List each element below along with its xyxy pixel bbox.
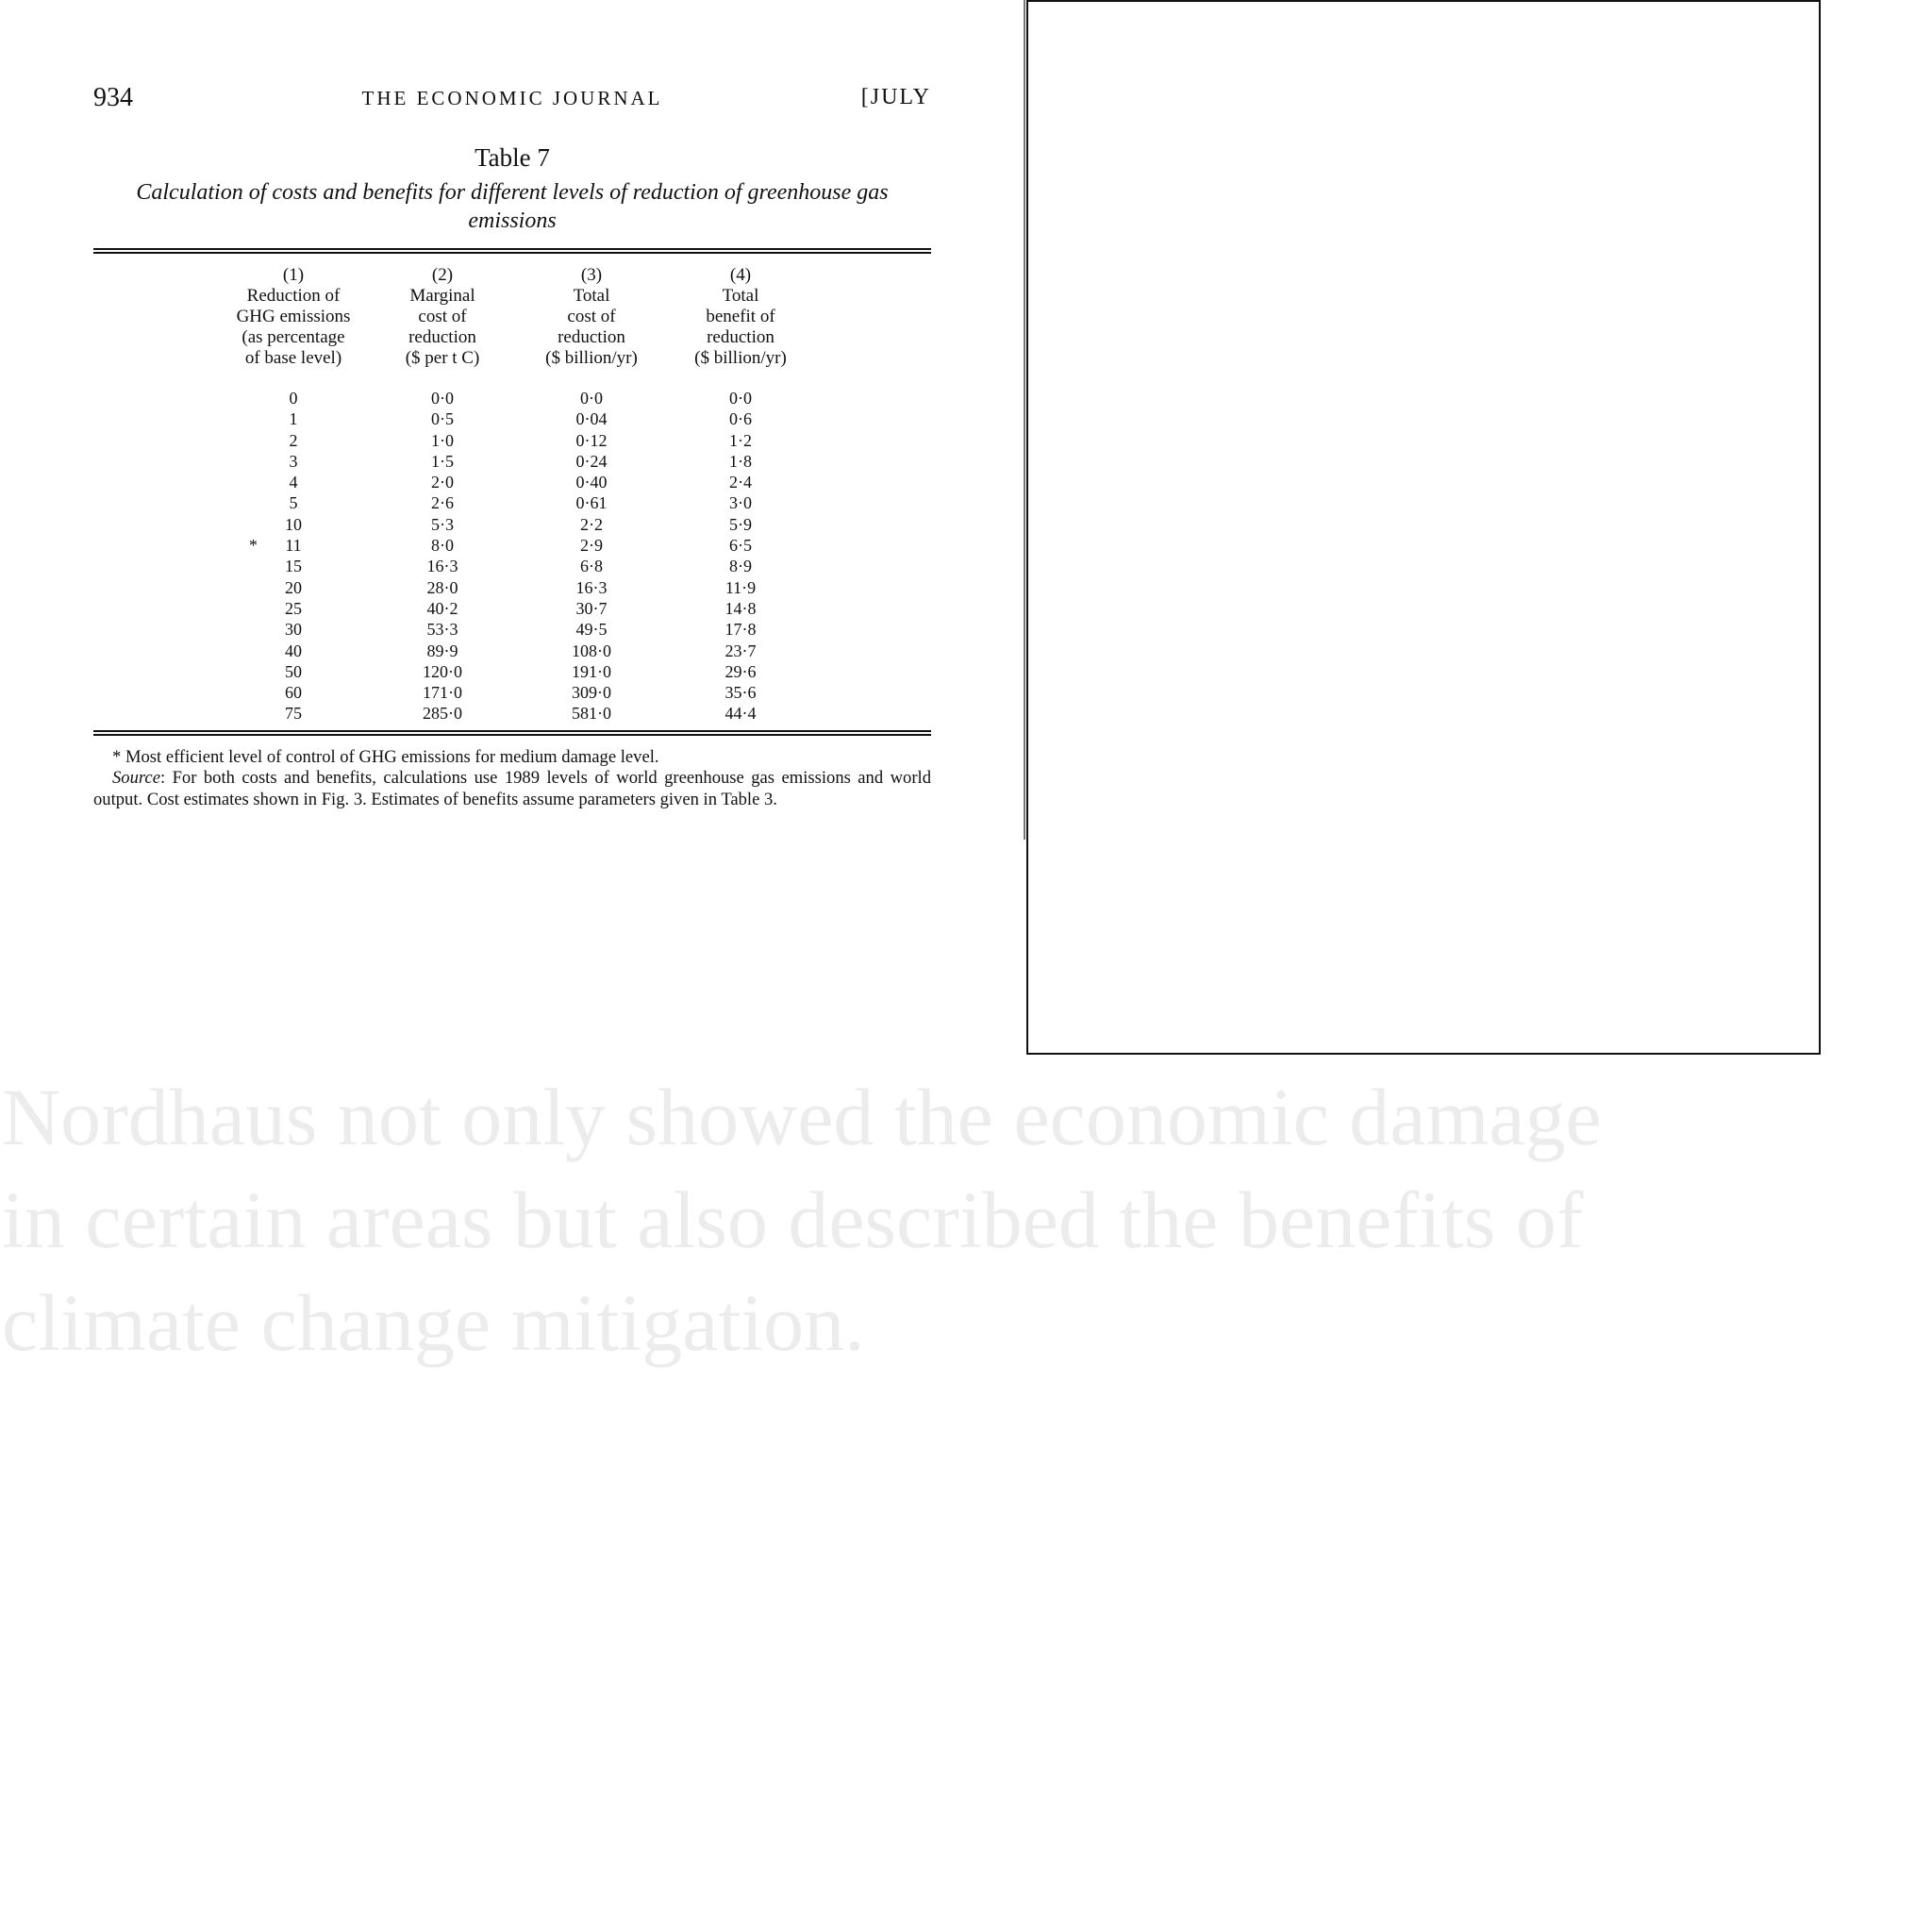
cell-value: 14·8 <box>724 598 757 618</box>
table-row <box>219 641 815 661</box>
cell-value: 40 <box>285 641 302 660</box>
cell-value: 23·7 <box>724 641 757 660</box>
cell-value: 1 <box>289 409 298 429</box>
table-cell-total-benefit <box>666 514 815 535</box>
cell-value: 0·04 <box>575 409 608 429</box>
table-cell-total-benefit <box>666 376 815 408</box>
table-cell-marginal-cost <box>368 408 517 429</box>
cell-value: 44·4 <box>724 704 757 724</box>
cell-value: 0·40 <box>575 473 608 492</box>
cell-value: 0·0 <box>729 389 752 408</box>
table-cell-total-cost <box>517 556 666 576</box>
table-row <box>219 577 815 598</box>
table-cell-total-cost <box>517 661 666 682</box>
cell-value: 1·0 <box>431 430 454 450</box>
table-cell-total-benefit <box>666 408 815 429</box>
cell-value: 171·0 <box>423 683 462 703</box>
cell-value: 11 <box>285 536 302 556</box>
cell-value: 49·5 <box>575 620 608 640</box>
table-cell-total-cost <box>517 472 666 492</box>
column-header-total-cost: (3) Total cost of reduction ($ billion/yr) <box>545 265 638 368</box>
table-cell-total-benefit <box>666 492 815 513</box>
cell-value: 6·8 <box>580 557 603 576</box>
table-cell-reduction <box>219 535 368 556</box>
table-cell-marginal-cost <box>368 619 517 640</box>
cell-value: 2 <box>289 430 298 450</box>
table-cell-marginal-cost <box>368 430 517 451</box>
cell-value: 0·61 <box>575 493 608 513</box>
empty-figure-frame <box>1026 0 1821 1055</box>
table-row <box>219 472 815 492</box>
table-cell-reduction <box>219 641 368 661</box>
table-cell-total-benefit <box>666 661 815 682</box>
cell-value: 15 <box>285 557 302 576</box>
table-row <box>219 535 815 556</box>
cell-value: 40·2 <box>426 598 458 618</box>
table-cell-reduction <box>219 661 368 682</box>
cell-value: 10 <box>285 514 302 534</box>
cell-value: 1·8 <box>729 451 752 471</box>
table-cell-total-cost <box>517 598 666 619</box>
cell-value: 2·6 <box>431 493 454 513</box>
cell-value: 285·0 <box>423 704 462 724</box>
table-bottom-rule <box>93 730 931 736</box>
cell-value: 1·5 <box>431 451 454 471</box>
table-cell-marginal-cost <box>368 641 517 661</box>
table-cell-marginal-cost <box>368 577 517 598</box>
table-cell-total-benefit <box>666 619 815 640</box>
table-row <box>219 376 815 408</box>
cell-value: 4 <box>289 473 298 492</box>
cell-value: 29·6 <box>724 661 757 681</box>
cell-value: 2·9 <box>580 536 603 556</box>
table-cell-marginal-cost <box>368 472 517 492</box>
source-note <box>93 768 931 810</box>
table-cell-reduction <box>219 703 368 729</box>
table-cell-total-benefit <box>666 451 815 472</box>
page-number: 934 <box>93 83 133 112</box>
table-cell-reduction <box>219 514 368 535</box>
table-row <box>219 451 815 472</box>
table-cell-reduction <box>219 376 368 408</box>
table-cell-total-cost <box>517 430 666 451</box>
cell-value: 3·0 <box>729 493 752 513</box>
table-cell-reduction <box>219 451 368 472</box>
table-cell-marginal-cost <box>368 451 517 472</box>
table-cell-reduction <box>219 598 368 619</box>
table-cell-total-benefit <box>666 682 815 703</box>
table-cell-marginal-cost <box>368 703 517 729</box>
cell-value: 2·2 <box>580 514 603 534</box>
table-header-row <box>219 254 815 376</box>
cell-value: 16·3 <box>575 577 608 597</box>
table-cell-total-benefit <box>666 556 815 576</box>
table-row <box>219 682 815 703</box>
cell-value: 16·3 <box>426 557 458 576</box>
cell-value: 17·8 <box>724 620 757 640</box>
table-row <box>219 430 815 451</box>
efficient-level-marker: * <box>249 536 258 556</box>
cell-value: 5 <box>289 493 298 513</box>
table-cell-total-benefit <box>666 703 815 729</box>
table-cell-reduction <box>219 682 368 703</box>
cell-value: 108·0 <box>572 641 611 660</box>
cell-value: 1·2 <box>729 430 752 450</box>
cell-value: 120·0 <box>423 661 462 681</box>
table-cell-total-cost <box>517 408 666 429</box>
source-label: Source <box>112 768 160 789</box>
source-text: : For both costs and benefits, calculations use 1989 levels of world greenhouse gas emissions and world output. Cost estimates shown in Fig. 3. Estimates of benefits assume parameters given in Table 3. <box>93 768 931 809</box>
table-cell-total-cost <box>517 492 666 513</box>
table-row <box>219 408 815 429</box>
table-cell-marginal-cost <box>368 514 517 535</box>
cell-value: 581·0 <box>572 704 611 724</box>
cell-value: 5·3 <box>431 514 454 534</box>
table-cell-marginal-cost <box>368 556 517 576</box>
cell-value: 0·5 <box>431 409 454 429</box>
cell-value: 2·4 <box>729 473 752 492</box>
cell-value: 25 <box>285 598 302 618</box>
cell-value: 30·7 <box>575 598 608 618</box>
table-cell-reduction <box>219 492 368 513</box>
cell-value: 5·9 <box>729 514 752 534</box>
cell-value: 3 <box>289 451 298 471</box>
cell-value: 8·9 <box>729 557 752 576</box>
overlay-caption: Nordhaus not only showed the economic damage in certain areas but also described the benefits of climate change mitigation. <box>2 1072 1602 1368</box>
running-head <box>93 83 931 121</box>
table-cell-total-benefit <box>666 641 815 661</box>
table-row <box>219 703 815 729</box>
table-cell-total-benefit <box>666 535 815 556</box>
cell-value: 309·0 <box>572 683 611 703</box>
table-cell-reduction <box>219 619 368 640</box>
table-cell-total-benefit <box>666 430 815 451</box>
table-row <box>219 556 815 576</box>
cell-value: 20 <box>285 577 302 597</box>
table-cell-total-cost <box>517 376 666 408</box>
table-body <box>219 376 815 730</box>
table-cell-reduction <box>219 430 368 451</box>
cell-value: 60 <box>285 683 302 703</box>
cell-value: 0 <box>289 389 298 408</box>
table-cell-total-benefit <box>666 577 815 598</box>
cell-value: 53·3 <box>426 620 458 640</box>
column-header-total-benefit: (4) Total benefit of reduction ($ billion/yr) <box>694 265 787 368</box>
cell-value: 89·9 <box>426 641 458 660</box>
issue-month: [JULY <box>860 85 931 109</box>
table-cell-reduction <box>219 556 368 576</box>
table-cell-total-cost <box>517 703 666 729</box>
table-row <box>219 619 815 640</box>
table-cell-marginal-cost <box>368 376 517 408</box>
table-cell-total-cost <box>517 514 666 535</box>
table-row <box>219 492 815 513</box>
table-cell-total-benefit <box>666 598 815 619</box>
table-notes <box>93 747 931 811</box>
column-header-marginal-cost: (2) Marginal cost of reduction ($ per t C) <box>405 265 480 368</box>
cost-benefit-table <box>219 254 815 730</box>
cell-value: 8·0 <box>431 536 454 556</box>
cell-value: 6·5 <box>729 536 752 556</box>
scan-edge-line <box>1024 0 1025 840</box>
table-cell-reduction <box>219 472 368 492</box>
table-cell-total-cost <box>517 619 666 640</box>
cell-value: 0·12 <box>575 430 608 450</box>
table-row <box>219 598 815 619</box>
table-cell-total-benefit <box>666 472 815 492</box>
table-cell-marginal-cost <box>368 682 517 703</box>
cell-value: 50 <box>285 661 302 681</box>
column-header-reduction: (1) Reduction of GHG emissions (as percentage of base level) <box>236 265 351 368</box>
table-number: Table 7 <box>475 143 550 172</box>
table-cell-total-cost <box>517 577 666 598</box>
table-cell-reduction <box>219 577 368 598</box>
table-cell-marginal-cost <box>368 661 517 682</box>
cell-value: 0·0 <box>431 389 454 408</box>
cell-value: 0·6 <box>729 409 752 429</box>
table-caption: Calculation of costs and benefits for different levels of reduction of greenhouse gas emissions <box>136 180 889 233</box>
table-cell-marginal-cost <box>368 598 517 619</box>
cell-value: 191·0 <box>572 661 611 681</box>
table-row <box>219 514 815 535</box>
table-cell-total-cost <box>517 682 666 703</box>
footnote-star: * Most efficient level of control of GHG emissions for medium damage level. <box>112 746 659 767</box>
cell-value: 11·9 <box>724 577 757 597</box>
cell-value: 35·6 <box>724 683 757 703</box>
cell-value: 30 <box>285 620 302 640</box>
cell-value: 2·0 <box>431 473 454 492</box>
cell-value: 75 <box>285 704 302 724</box>
cell-value: 28·0 <box>426 577 458 597</box>
journal-title: THE ECONOMIC JOURNAL <box>361 87 663 109</box>
journal-page <box>93 83 931 810</box>
table-cell-total-cost <box>517 641 666 661</box>
table-cell-total-cost <box>517 451 666 472</box>
table-row <box>219 661 815 682</box>
table-cell-marginal-cost <box>368 535 517 556</box>
table-cell-total-cost <box>517 535 666 556</box>
cell-value: 0·0 <box>580 389 603 408</box>
cell-value: 0·24 <box>575 451 608 471</box>
table-cell-reduction <box>219 408 368 429</box>
table-cell-marginal-cost <box>368 492 517 513</box>
